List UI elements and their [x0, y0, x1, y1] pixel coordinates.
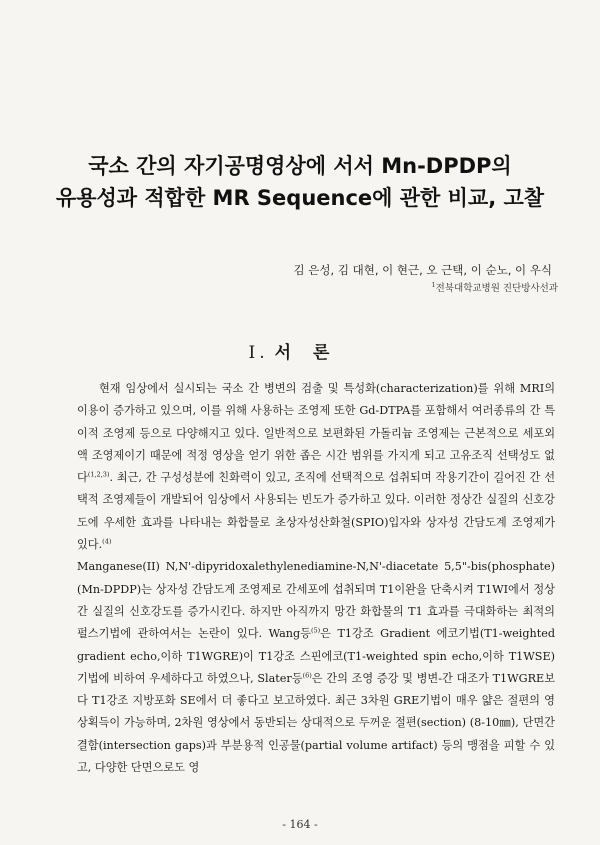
paragraph-text: 은 T1강조 Gradient 에코기법(T1-weighted gradient echo,이하 T1WGRE)이 T1강조 스핀에코(T1-weighted spin echo,이하 T1WSE)기법에 비하여 우세하다고 하였으나, Slater등 — [77, 627, 555, 685]
paragraph-text: 은 간의 조영 증강 및 병변-간 대조가 T1WGRE보다 T1강조 지방포화 SE에서 더 좋다고 보고하였다. 최근 3차원 GRE기법이 매우 얇은 절편의 영상획득이 가능하며, 2차원 영상에서 동반되는 상대적으로 두꺼운 절편(section) (8-10㎜), 단면간 결함(intersection gaps)과 부분용적 인공물(partial volume artifact) 등의 맹점을 피할 수 있고, 다양한 단면으로도 영 — [77, 671, 556, 775]
section-title: 서론 — [274, 343, 352, 363]
affiliation — [432, 280, 558, 294]
paragraph-text: 현재 임상에서 실시되는 국소 간 병변의 검출 및 특성화(characterization)를 위해 MRI의 이용이 증가하고 있으며, 이를 위해 사용하는 조영제 또한 Gd-DTPA를 포함해서 여러종류의 간 특이적 조영제 등으로 다양해지고 있다. 일반적으로 보편화된 가돌리늄 조영제는 근본적으로 세포외액 조영제이기 때문에 적정 영상을 얻기 위한 좁은 시간 범위를 가지게 되고 고유조직 선택성도 없다 — [77, 382, 555, 485]
section-number: I. — [248, 343, 269, 363]
affiliation-text: 전북대학교병원 진단방사선과 — [435, 283, 558, 294]
paragraph-1 — [77, 378, 555, 556]
paragraph-text: Manganese(II) N,N'-dipyridoxalethylenediamine-N,N'-diacetate 5,5"-bis(phosphate) (Mn-DPDP)는 상자성 간담도계 조영제로 간세포에 섭취되며 T1이완을 단축시켜 T1WI에서 정상 간 실질의 신호강도를 증가시킨다. 하지만 아직까지 망간 화합물의 T1 효과를 극대화하는 최적의 펄스기법에 관하여서는 논란이 있다. Wang등 — [77, 560, 555, 641]
paragraph-text: . 최근, 간 구성성분에 친화력이 있고, 조직에 선택적으로 섭취되며 작용기간이 길어진 간 선택적 조영제들이 개발되어 임상에서 사용되는 빈도가 증가하고 있다. 이러한 정상간 실질의 신호강도에 우세한 효과를 나타내는 화합물로 초상자성산화철(SPIO)입자와 상자성 간담도계 조영제가 있다. — [77, 471, 555, 552]
paragraph-2 — [77, 556, 555, 779]
body-text — [77, 378, 555, 779]
page-number: - 164 - — [282, 818, 318, 831]
citation: (6) — [302, 671, 312, 680]
citation: (5) — [310, 626, 321, 635]
author-list: 김 은성, 김 대현, 이 현근, 오 근택, 이 순노, 이 우식 — [293, 263, 552, 277]
title-line-1: 국소 간의 자기공명영상에 서서 Mn-DPDP의 — [88, 154, 512, 178]
affiliation-marker: 1 — [431, 280, 436, 289]
section-heading — [0, 338, 600, 363]
title-line-2: 유용성과 적합한 MR Sequence에 관한 비교, 고찰 — [55, 186, 545, 210]
citation: (4) — [102, 537, 112, 546]
paper-title — [40, 150, 560, 214]
citation: (1,2,3) — [87, 470, 110, 479]
